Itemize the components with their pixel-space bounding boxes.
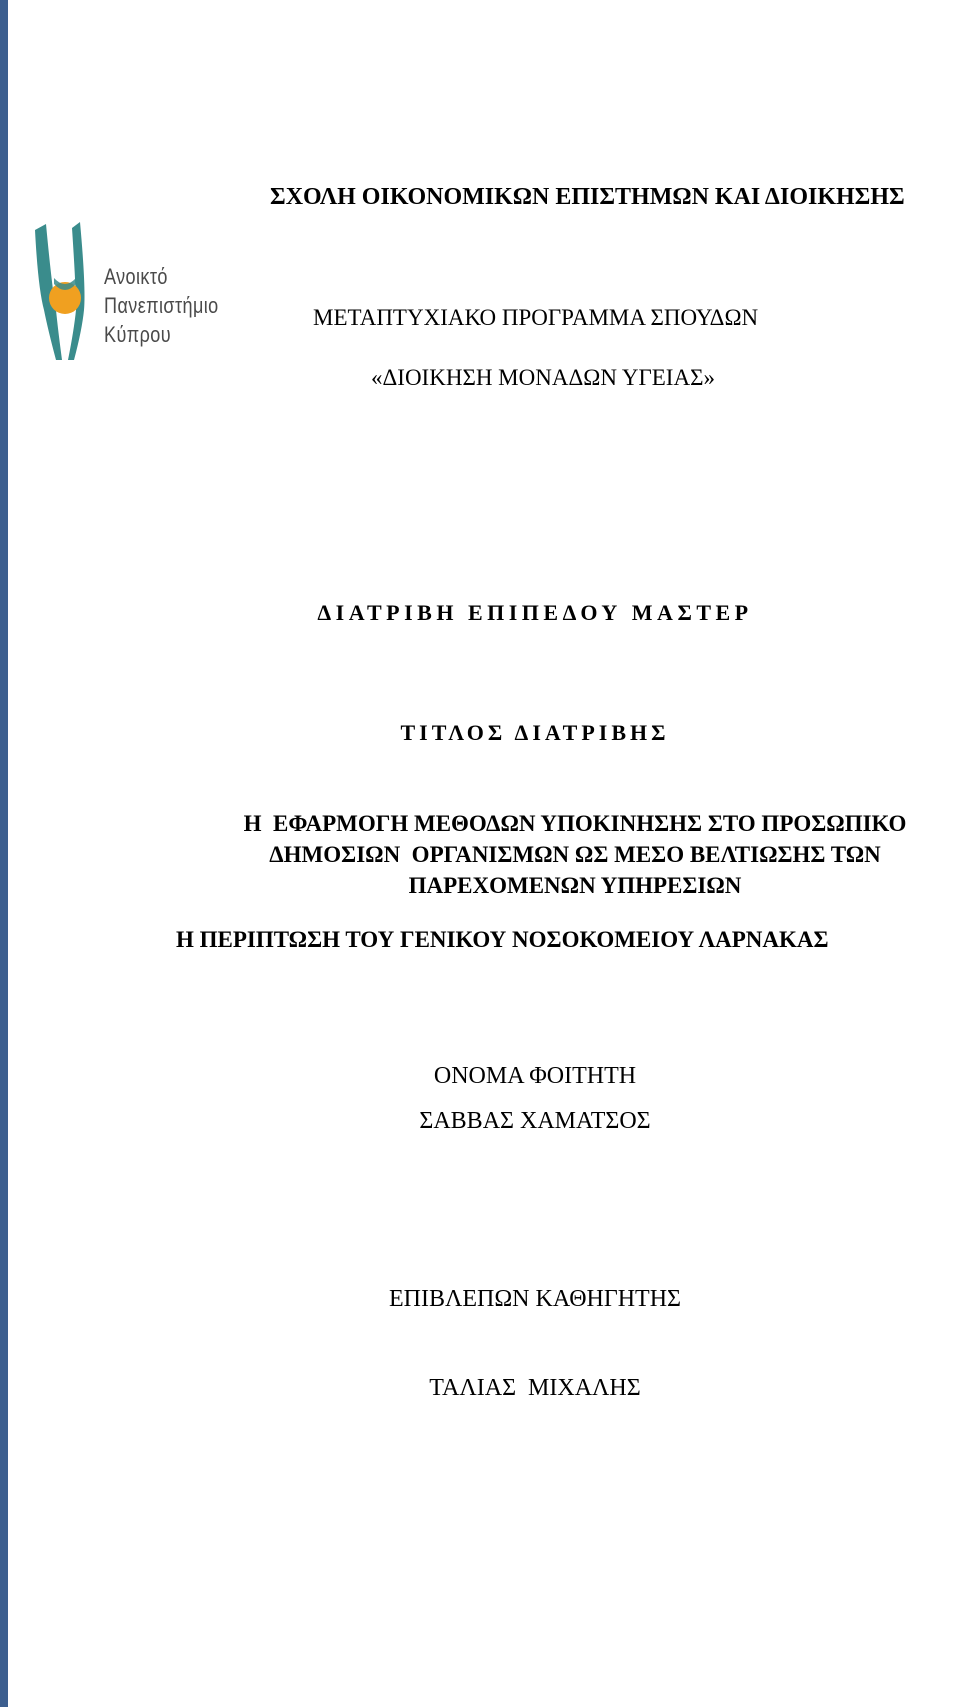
thesis-title-line-3: ΠΑΡΕΧΟΜΕΝΩΝ ΥΠΗΡΕΣΙΩΝ: [408, 873, 742, 898]
supervisor-name: ΤΑΛΙΑΣ ΜΙΧΑΛΗΣ: [429, 1375, 641, 1401]
program-heading: ΜΕΤΑΠΤΥΧΙΑΚΟ ΠΡΟΓΡΑΜΜΑ ΣΠΟΥΔΩΝ: [313, 305, 759, 330]
logo-line-2: Πανεπιστήμιο: [104, 293, 219, 318]
program-name: «ΔΙΟΙΚΗΣΗ ΜΟΝΑΔΩΝ ΥΓΕΙΑΣ»: [371, 365, 715, 390]
thesis-title-line-2: ΔΗΜΟΣΙΩΝ ΟΡΓΑΝΙΣΜΩΝ ΩΣ ΜΕΣΟ ΒΕΛΤΙΩΣΗΣ ΤΩΝ: [269, 842, 881, 867]
student-name: ΣΑΒΒΑΣ ΧΑΜΑΤΣΟΣ: [419, 1108, 651, 1134]
faculty-heading: ΣΧΟΛΗ ΟΙΚΟΝΟΜΙΚΩΝ ΕΠΙΣΤΗΜΩΝ ΚΑΙ ΔΙΟΙΚΗΣΗΣ: [270, 184, 905, 210]
thesis-title-label: ΤΙΤΛΟΣ ΔΙΑΤΡΙΒΗΣ: [400, 720, 670, 745]
university-logo: [32, 218, 247, 368]
open-university-cyprus-logo-icon: [32, 218, 102, 368]
logo-wordmark: [104, 262, 219, 349]
logo-line-1: Ανοικτό: [104, 264, 168, 289]
thesis-title: [180, 808, 960, 901]
logo-line-3: Κύπρου: [104, 322, 171, 347]
student-label: ΟΝΟΜΑ ΦΟΙΤΗΤΗ: [433, 1063, 637, 1089]
case-study-heading: Η ΠΕΡΙΠΤΩΣΗ ΤΟΥ ΓΕΝΙΚΟΥ ΝΟΣΟΚΟΜΕΙΟΥ ΛΑΡΝΑΚΑΣ: [176, 927, 829, 952]
supervisor-label: ΕΠΙΒΛΕΠΩΝ ΚΑΘΗΓΗΤΗΣ: [388, 1286, 682, 1312]
page-left-border: [0, 0, 8, 1707]
degree-heading: ΔΙΑΤΡΙΒΗ ΕΠΙΠΕΔΟΥ ΜΑΣΤΕΡ: [317, 600, 753, 625]
thesis-title-line-1: Η ΕΦΑΡΜΟΓΗ ΜΕΘΟΔΩΝ ΥΠΟΚΙΝΗΣΗΣ ΣΤΟ ΠΡΟΣΩΠΙΚΟ: [243, 811, 907, 836]
